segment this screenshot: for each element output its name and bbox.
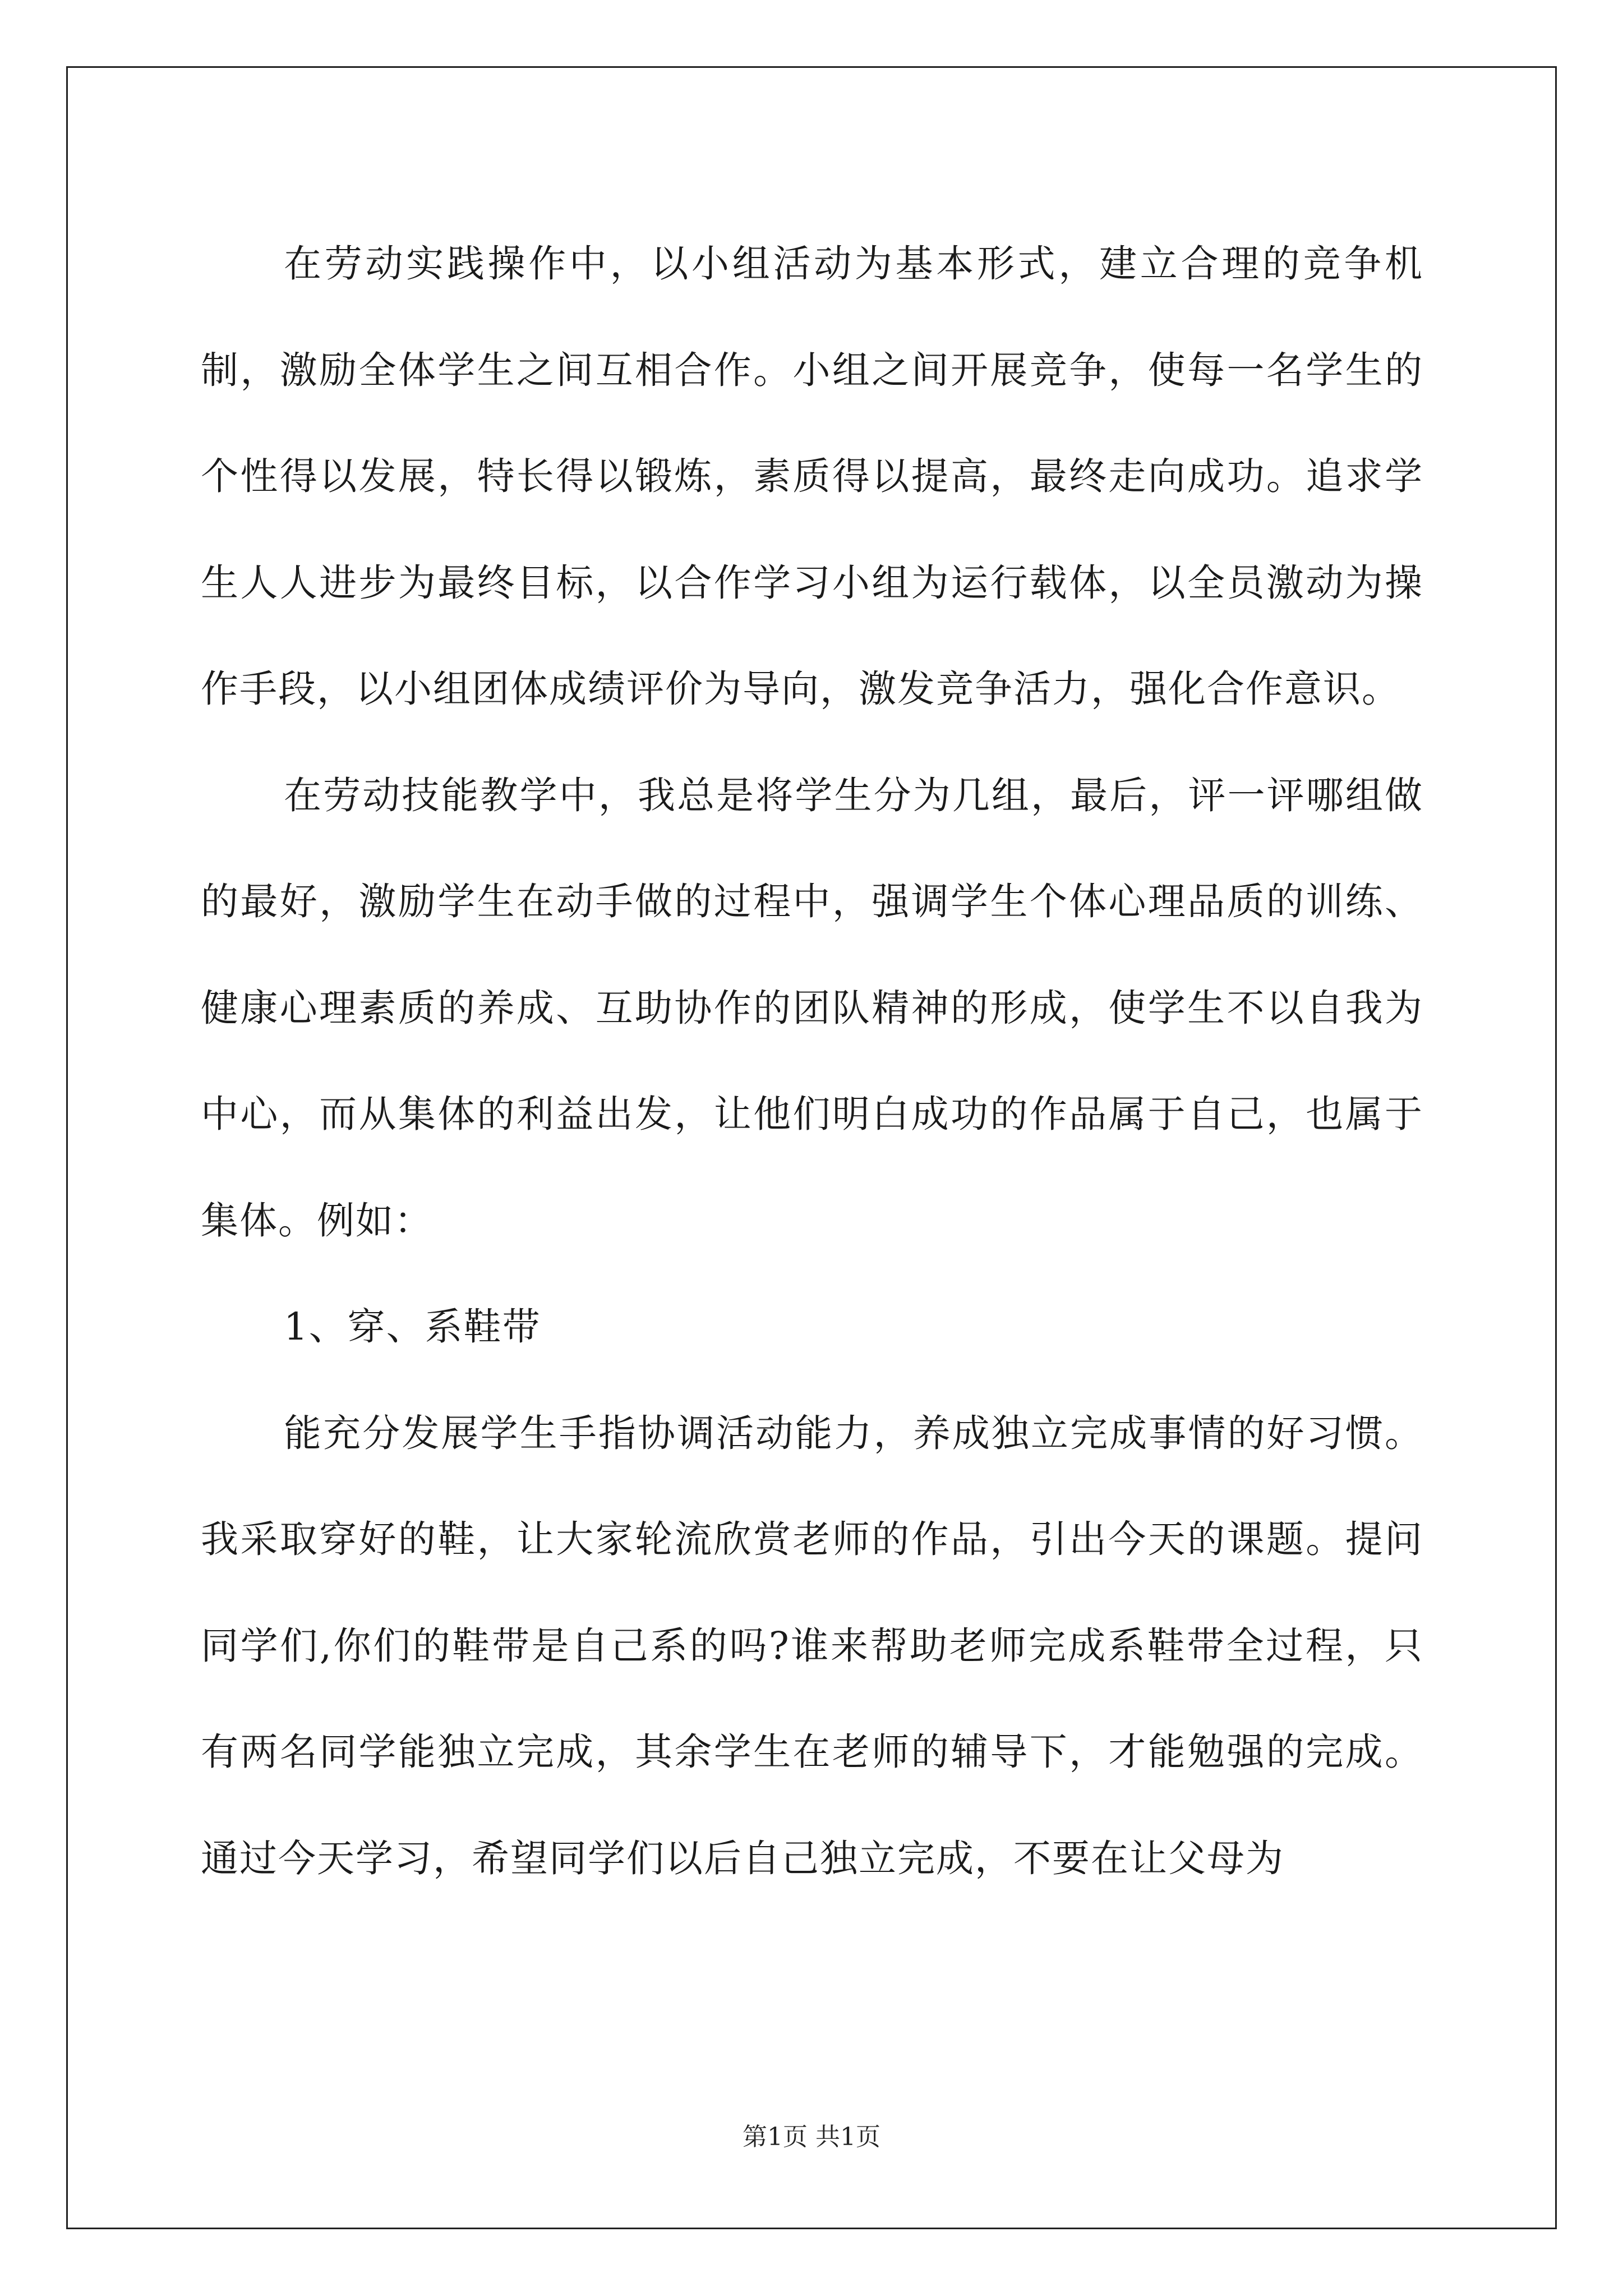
document-body [201,211,1423,1912]
paragraph-1: 在劳动实践操作中，以小组活动为基本形式，建立合理的竞争机制，激励全体学生之间互相合作。小组之间开展竞争，使每一名学生的个性得以发展，特长得以锻炼，素质得以提高，最终走向成功。追求学生人人进步为最终目标，以合作学习小组为运行载体，以全员激动为操作手段，以小组团体成绩评价为导向，激发竞争活力，强化合作意识。 [201,242,1423,711]
paragraph-2: 在劳动技能教学中，我总是将学生分为几组，最后，评一评哪组做的最好，激励学生在动手做的过程中，强调学生个体心理品质的训练、健康心理素质的养成、互助协作的团队精神的形成，使学生不以自我为中心，而从集体的利益出发，让他们明白成功的作品属于自己，也属于集体。例如： [201,773,1423,1243]
list-heading-1: 1、穿、系鞋带 [284,1305,541,1349]
page-footer: 第1页 共1页 [743,2123,880,2151]
paragraph-3: 能充分发展学生手指协调活动能力，养成独立完成事情的好习惯。我采取穿好的鞋，让大家轮流欣赏老师的作品，引出今天的课题。提问同学们,你们的鞋带是自己系的吗?谁来帮助老师完成系鞋带全过程，只有两名同学能独立完成，其余学生在老师的辅导下，才能勉强的完成。通过今天学习，希望同学们以后自己独立完成，不要在让父母为 [201,1411,1423,1880]
